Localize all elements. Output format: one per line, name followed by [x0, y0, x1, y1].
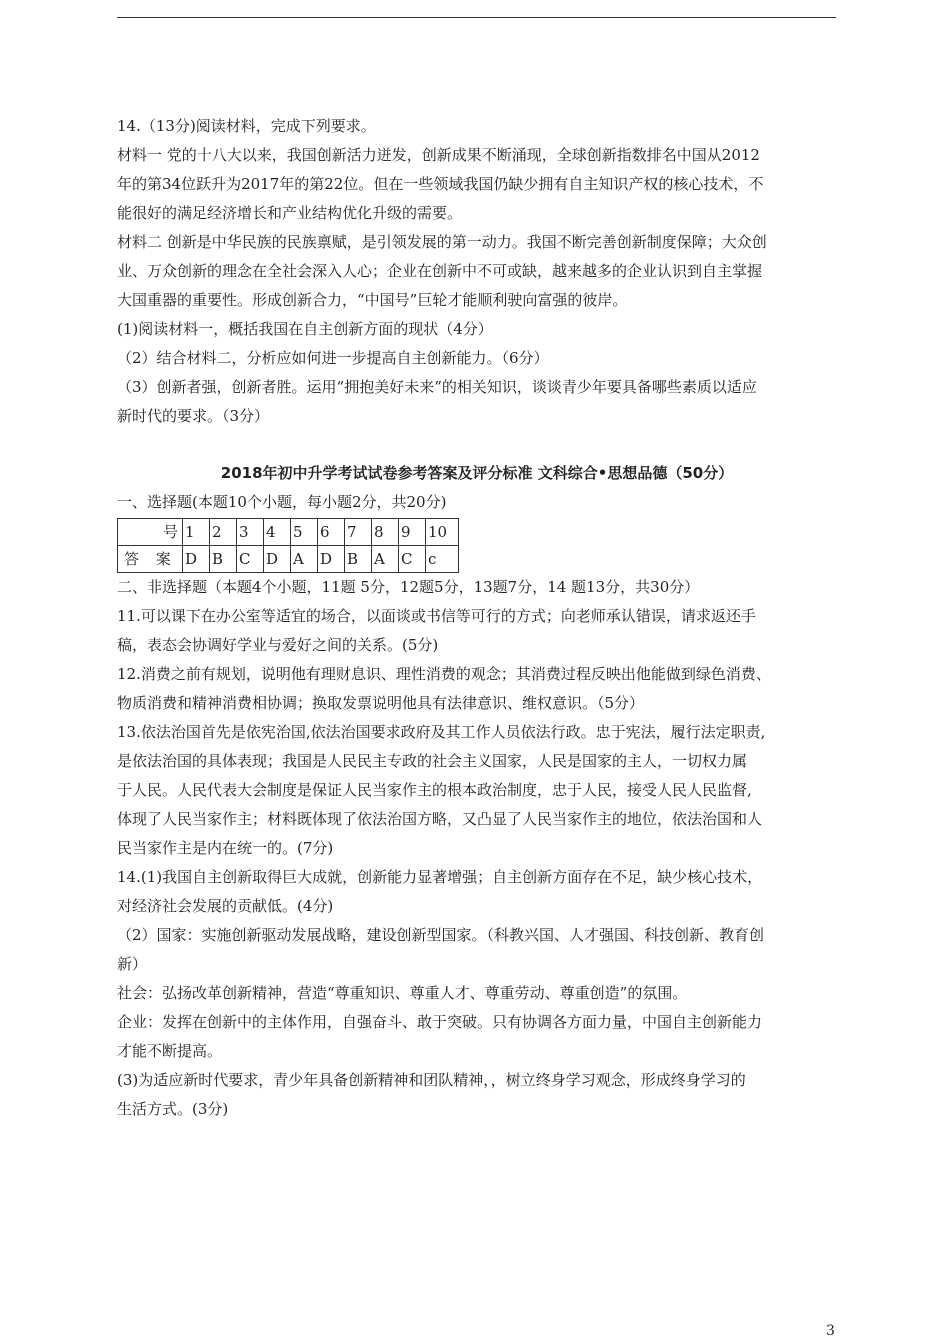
answer-14-line: 对经济社会发展的贡献低。(4分): [117, 897, 334, 915]
table-cell: D: [318, 546, 345, 573]
table-cell: A: [372, 546, 399, 573]
table-cell: 2: [210, 519, 237, 546]
table-cell: A: [291, 546, 318, 573]
answer-14-line: 企业：发挥在创新中的主体作用，自强奋斗、敢于突破。只有协调各方面力量，中国自主创新能力: [117, 1013, 763, 1031]
table-cell: C: [399, 546, 426, 573]
answer-13-line: 于人民。人民代表大会制度是保证人民当家作主的根本政治制度，忠于人民，接受人民人民监督,: [117, 781, 752, 799]
table-cell: 8: [372, 519, 399, 546]
answer-11-line: 11.可以课下在办公室等适宜的场合，以面谈或书信等可行的方式；向老师承认错误，请求返还手: [117, 607, 756, 625]
question-14-title: 14.（13分)阅读材料，完成下列要求。: [117, 117, 376, 135]
table-cell: 6: [318, 519, 345, 546]
table-cell: 7: [345, 519, 372, 546]
part-2-title: 二、非选择题（本题4个小题，11题 5分，12题5分，13题7分，14 题13分，共30分）: [117, 578, 700, 596]
answer-key-heading: 2018年初中升学考试试卷参考答案及评分标准 文科综合•思想品德（50分）: [220, 464, 734, 482]
spacer: [117, 431, 837, 459]
answer-14-line: 生活方式。(3分): [117, 1100, 229, 1118]
table-cell: 3: [237, 519, 264, 546]
answer-13-line: 体现了人民当家作主；材料既体现了依法治国方略，又凸显了人民当家作主的地位，依法治国和人: [117, 810, 763, 828]
table-cell: 9: [399, 519, 426, 546]
table-row-label: 答 案: [118, 546, 183, 573]
table-cell: 1: [183, 519, 210, 546]
answer-11-line: 稿，表态会协调好学业与爱好之间的关系。(5分): [117, 636, 439, 654]
table-cell: B: [210, 546, 237, 573]
table-cell: D: [183, 546, 210, 573]
part-1-title: 一、选择题(本题10个小题，每小题2分，共20分): [117, 493, 447, 511]
table-cell: c: [426, 546, 459, 573]
page-number: 3: [826, 1323, 835, 1339]
answer-12-line: 12.消费之前有规划，说明他有理财息识、理性消费的观念；其消费过程反映出他能做到绿色消费、: [117, 665, 771, 683]
answer-13-line: 民当家作主是内在统一的。(7分): [117, 839, 334, 857]
answer-12-line: 物质消费和精神消费相协调；换取发票说明他具有法律意识、维权意识。（5分）: [117, 694, 645, 712]
table-cell: C: [237, 546, 264, 573]
answer-14-line: （2）国家：实施创新驱动发展战略，建设创新型国家。（科教兴国、人才强国、科技创新、教育创: [117, 926, 765, 944]
header-rule: [117, 17, 836, 18]
table-row: [118, 546, 459, 573]
table-header-label: 号: [118, 519, 183, 546]
material-2-line: 大国重器的重要性。形成创新合力，“中国号”巨轮才能顺利驶向富强的彼岸。: [117, 291, 628, 309]
material-2-line: 业、万众创新的理念在全社会深入人心；企业在创新中不可或缺，越来越多的企业认识到自主掌握: [117, 262, 763, 280]
answer-13-line: 是依法治国的具体表现；我国是人民民主专政的社会主义国家，人民是国家的主人，一切权力属: [117, 752, 748, 770]
sub-question: 新时代的要求。（3分）: [117, 407, 270, 425]
document-body: [117, 112, 837, 1124]
table-cell: B: [345, 546, 372, 573]
table-cell: 5: [291, 519, 318, 546]
table-cell: 4: [264, 519, 291, 546]
answer-14-line: (3)为适应新时代要求，青少年具备创新精神和团队精神，，树立终身学习观念，形成终身学习的: [117, 1071, 746, 1089]
answer-13-line: 13.依法治国首先是依宪治国,依法治国要求政府及其工作人员依法行政。忠于宪法，履行法定职责,: [117, 723, 766, 741]
answer-14-line: 新）: [117, 955, 148, 973]
answer-14-line: 才能不断提高。: [117, 1042, 223, 1060]
answer-table: [117, 518, 459, 573]
answer-14-line: 社会：弘扬改革创新精神，营造“尊重知识、尊重人才、尊重劳动、尊重创造”的氛围。: [117, 984, 688, 1002]
sub-question: （3）创新者强，创新者胜。运用“拥抱美好未来”的相关知识，谈谈青少年要具备哪些素质以适应: [117, 378, 757, 396]
material-1-line: 材料一 党的十八大以来，我国创新活力迸发，创新成果不断涌现，全球创新指数排名中国从2012: [117, 146, 760, 164]
sub-question: (1)阅读材料一，概括我国在自主创新方面的现状（4分）: [117, 320, 493, 338]
table-row: [118, 519, 459, 546]
table-cell: 10: [426, 519, 459, 546]
answer-14-line: 14.(1)我国自主创新取得巨大成就，创新能力显著增强；自主创新方面存在不足，缺少核心技术，: [117, 868, 763, 886]
material-1-line: 能很好的满足经济增长和产业结构优化升级的需要。: [117, 204, 463, 222]
table-cell: D: [264, 546, 291, 573]
sub-question: （2）结合材料二，分析应如何进一步提高自主创新能力。（6分）: [117, 349, 549, 367]
material-2-line: 材料二 创新是中华民族的民族禀赋，是引领发展的第一动力。我国不断完善创新制度保障；大众创: [117, 233, 767, 251]
material-1-line: 年的第34位跃升为2017年的第22位。但在一些领域我国仍缺少拥有自主知识产权的核心技术，不: [117, 175, 764, 193]
